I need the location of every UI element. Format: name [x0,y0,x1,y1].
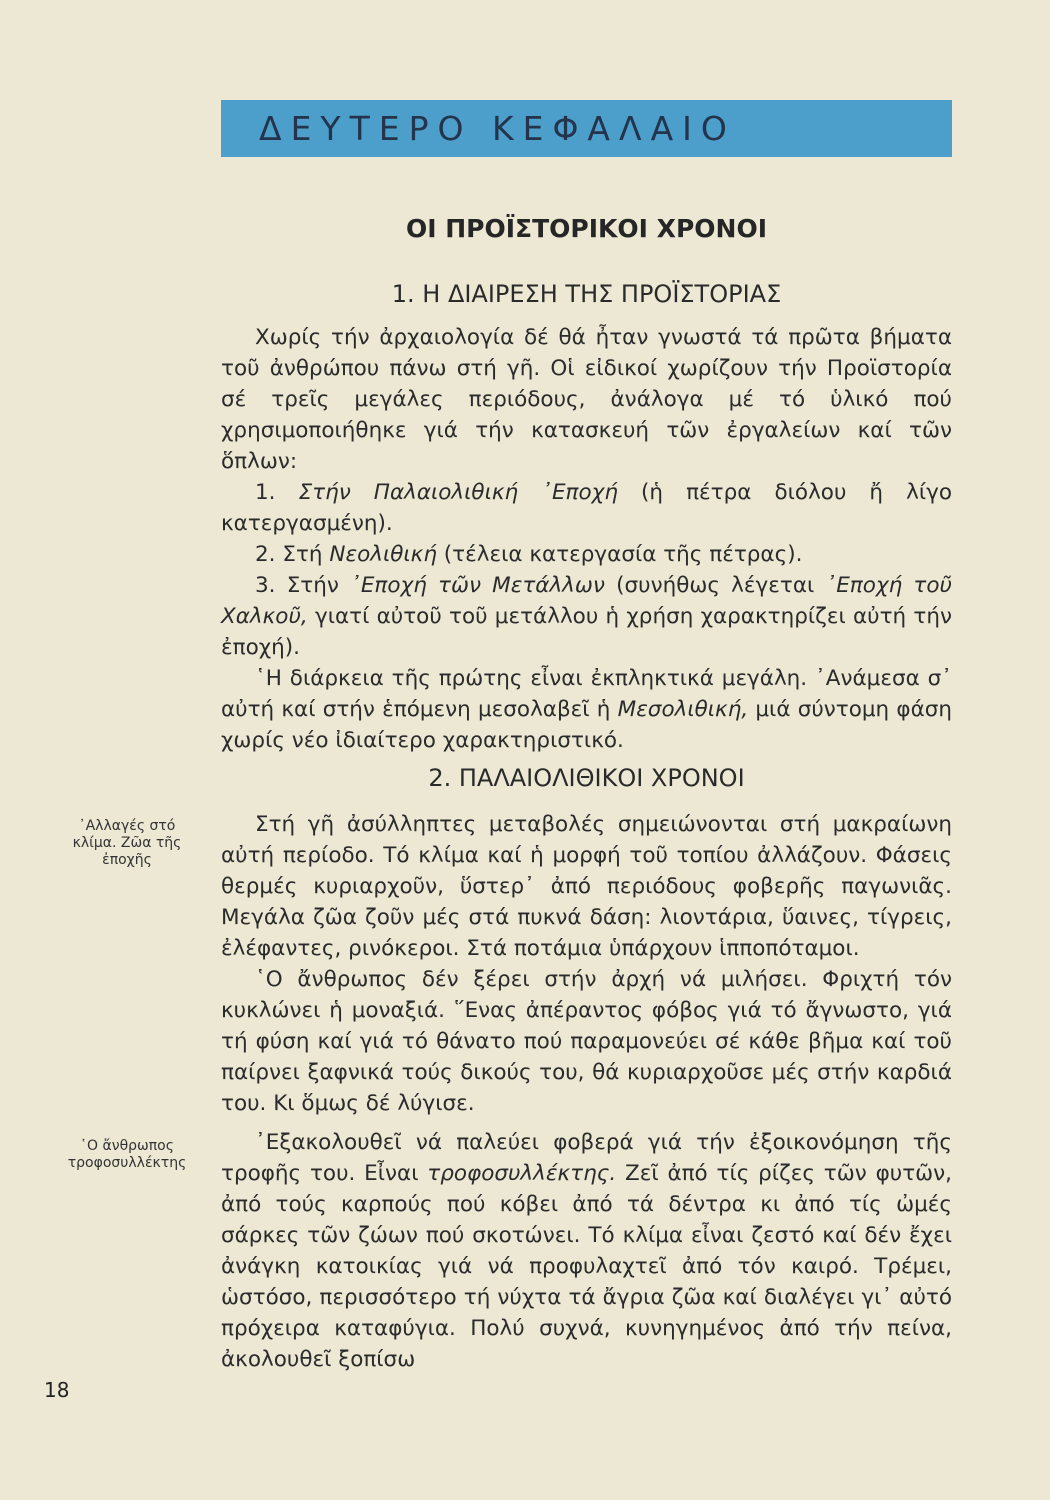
list-item-1 [221,477,952,539]
page-title: ΟΙ ΠΡΟΪΣΤΟΡΙΚΟΙ ΧΡΟΝΟΙ [405,214,768,243]
paragraph-term: Μεσολιθική, [617,697,749,722]
list-item-term: ᾿Εποχή τοῦ Χαλκοῦ, [221,573,952,629]
margin-note-line: ῾Ο ἄνθρωπος [80,1138,174,1154]
section-2-paragraph-2: ῾Ο ἄνθρωπος δέν ξέρει στήν ἀρχή νά μιλήσει. Φριχτή τόν κυκλώνει ἡ μοναξιά. ῞Ενας ἀπέραντος φόβος γιά τό ἄγνωστο, γιά τή φύση καί γιά τό θάνατο πού παραμονεύει σέ κάθε βῆμα καί τοῦ παίρνει ξαφνικά τούς δικούς του, θά κυριαρχοῦσε μές στήν καρδιά του. Κι ὅμως δέ λύγισε. [221,967,952,1116]
section-2-body-continued [221,1127,952,1375]
paragraph-text: ᾿Εξακολουθεῖ νά παλεύει φοβερά γιά τήν ἐξοικονόμηση τῆς τροφῆς του. Εἶναι [221,1130,952,1186]
list-item-2 [221,539,952,570]
list-item-number: 1. [255,480,276,505]
list-item-term: Στήν Παλαιολιθική ᾿Εποχή [298,480,618,505]
list-item-text: Στή [282,542,323,567]
margin-note-line: ἐποχῆς [102,852,152,868]
list-item-text: (συνήθως λέγεται [616,573,815,598]
list-item-term: Νεολιθική [329,542,437,567]
section-2-paragraph-1: Στή γῆ ἀσύλληπτες μεταβολές σημειώνονται στή μακραίωνη αὐτή περίοδο. Τό κλίμα καί ἡ μορφή τοῦ τοπίου ἀλλάζουν. Φάσεις θερμές κυριαρχοῦν, ὕστερ᾿ ἀπό περιόδους φοβερῆς παγωνιᾶς. Μεγάλα ζῶα ζοῦν μές στά πυκνά δάση: λιοντάρια, ὕαινες, τίγρεις, ἐλέφαντες, ρινόκεροι. Στά ποτάμια ὑπάρχουν ἱπποπόταμοι. [221,812,952,961]
paragraph-text: Ζεῖ ἀπό τίς ρίζες τῶν φυτῶν, ἀπό τούς καρπούς πού κόβει ἀπό τά δέντρα κι ἀπό τίς ὠμές σάρκες τῶν ζώων πού σκοτώνει. Τό κλίμα εἶναι ζεστό καί δέν ἔχει ἀνάγκη κατοικίας γιά νά προφυλαχτεῖ ἀπό τόν καιρό. Τρέμει, ὡστόσο, περισσότερο τή νύχτα τά ἄγρια ζῶα καί διαλέγει γι᾿ αὐτό πρόχειρα καταφύγια. Πολύ συχνά, κυνηγημένος ἀπό τήν πείνα, ἀκολουθεῖ ξοπίσω [221,1161,952,1372]
list-item-number: 3. [255,573,276,598]
section-1-body [221,322,952,756]
paragraph-text: μιά σύντομη φάση χωρίς νέο ἰδιαίτερο χαρακτηριστικό. [221,697,953,753]
section-2-title: 2. ΠΑΛΑΙΟΛΙΘΙΚΟΙ ΧΡΟΝΟΙ [428,764,745,792]
section-1-paragraph-1: Χωρίς τήν ἀρχαιολογία δέ θά ἦταν γνωστά τά πρῶτα βήματα τοῦ ἀνθρώπου πάνω στή γῆ. Οἱ εἰδικοί χωρίζουν τήν Προϊστορία σέ τρεῖς μεγάλες περιόδους, ἀνάλογα μέ τό ὑλικό πού χρησιμοποιήθηκε γιά τήν κατασκευή τῶν ἐργαλείων καί τῶν ὅπλων: [221,325,952,474]
section-2-body [221,809,952,1119]
margin-note-line: κλίμα. Ζῶα τῆς [72,835,182,851]
list-item-term: ᾿Εποχή τῶν Μετάλλων [350,573,605,598]
list-item-number: 2. [255,542,276,567]
list-item-text: Στήν [286,573,339,598]
list-item-text: γιατί αὐτοῦ τοῦ μετάλλου ἡ χρήση χαρακτηρίζει αὐτή τήν ἐποχή). [221,604,952,660]
list-item-3 [221,570,952,663]
section-2-paragraph-3 [221,1127,952,1375]
section-1-paragraph-2 [221,663,952,756]
section-1-title: 1. Η ΔΙΑΙΡΕΣΗ ΤΗΣ ΠΡΟΪΣΤΟΡΙΑΣ [391,280,782,308]
margin-note-food-gatherer [52,1138,202,1172]
chapter-banner-text: ΔΕΥΤΕΡΟ ΚΕΦΑΛΑΙΟ [259,109,736,148]
margin-note-line: ᾿Αλλαγές στό [78,818,176,834]
paragraph-text: ῾Η διάρκεια τῆς πρώτης εἶναι ἐκπληκτικά μεγάλη. ᾿Ανάμεσα σ᾿ αὐτή καί στήν ἑπόμενη μεσολαβεῖ ἡ [221,666,952,722]
list-item-text: (ἡ πέτρα διόλου ἤ λίγο κατεργασμένη). [221,480,952,536]
paragraph-term: τροφοσυλλέκτης. [427,1161,617,1186]
list-item-text: (τέλεια κατεργασία τῆς πέτρας). [443,542,803,567]
margin-note-climate [52,818,202,869]
chapter-banner [221,100,952,157]
page-number: 18 [44,1378,70,1402]
margin-note-line: τροφοσυλλέκτης [67,1155,187,1171]
